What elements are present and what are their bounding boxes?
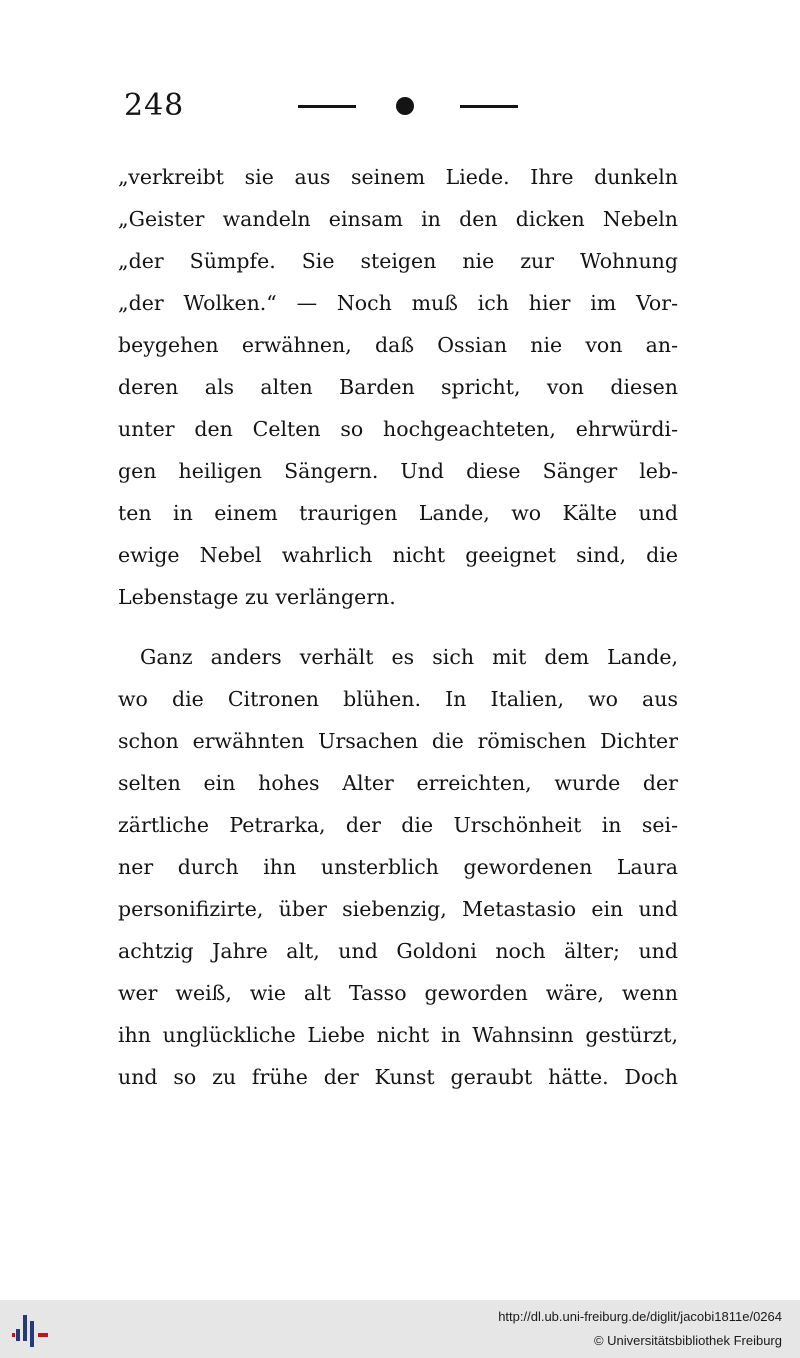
page-number: 248 [124,88,185,123]
text-line: schon erwähnten Ursachen die römischen Dichter [118,729,678,753]
paragraph-2 [118,636,678,1098]
text-line: „der Sümpfe. Sie steigen nie zur Wohnung [118,249,678,273]
logo-bar-3 [30,1321,34,1347]
text-line: beygehen erwähnen, daß Ossian nie von an- [118,333,678,357]
text-line: Ganz anders verhält es sich mit dem Lande, [140,645,678,669]
paragraph-1 [118,156,678,618]
text-line: personifizirte, über siebenzig, Metastasio ein und [118,897,678,921]
text-line: „Geister wandeln einsam in den dicken Nebeln [118,207,678,231]
text-line: ten in einem traurigen Lande, wo Kälte und [118,501,678,525]
ornament-rule-right [460,105,518,108]
ub-freiburg-logo-icon[interactable] [12,1311,52,1347]
paragraph-gap [118,618,678,636]
logo-mark-red-left [12,1333,15,1337]
permalink-url[interactable]: http://dl.ub.uni-freiburg.de/diglit/jacobi1811e/0264 [498,1309,782,1324]
text-line: „der Wolken.“ — Noch muß ich hier im Vor- [118,291,678,315]
ornament-dot-icon [396,97,414,115]
logo-bar-2 [23,1315,27,1341]
text-line: ihn unglückliche Liebe nicht in Wahnsinn gestürzt, [118,1023,678,1047]
viewer-footer [0,1300,800,1358]
text-line: selten ein hohes Alter erreichten, wurde der [118,771,678,795]
ornament-rule-left [298,105,356,108]
text-line: wer weiß, wie alt Tasso geworden wäre, wenn [118,981,678,1005]
text-line: wo die Citronen blühen. In Italien, wo aus [118,687,678,711]
text-line: gen heiligen Sängern. Und diese Sänger leb- [118,459,678,483]
text-line: und so zu frühe der Kunst geraubt hätte. Doch [118,1065,678,1089]
text-line: deren als alten Barden spricht, von diesen [118,375,678,399]
copyright-notice: © Universitätsbibliothek Freiburg [593,1333,782,1348]
text-line: zärtliche Petrarka, der die Urschönheit in sei- [118,813,678,837]
body-text [118,156,678,1098]
text-line: unter den Celten so hochgeachteten, ehrwürdi- [118,417,678,441]
logo-mark-red-right [38,1333,48,1337]
text-line: „verkreibt sie aus seinem Liede. Ihre dunkeln [118,165,678,189]
text-line: achtzig Jahre alt, und Goldoni noch älter; und [118,939,678,963]
page-header [120,88,680,132]
text-line: Lebenstage zu verlängern. [118,585,396,609]
text-line: ner durch ihn unsterblich gewordenen Laura [118,855,678,879]
header-ornament-icon [298,96,518,116]
logo-bar-1 [16,1329,20,1341]
text-line: ewige Nebel wahrlich nicht geeignet sind, die [118,543,678,567]
